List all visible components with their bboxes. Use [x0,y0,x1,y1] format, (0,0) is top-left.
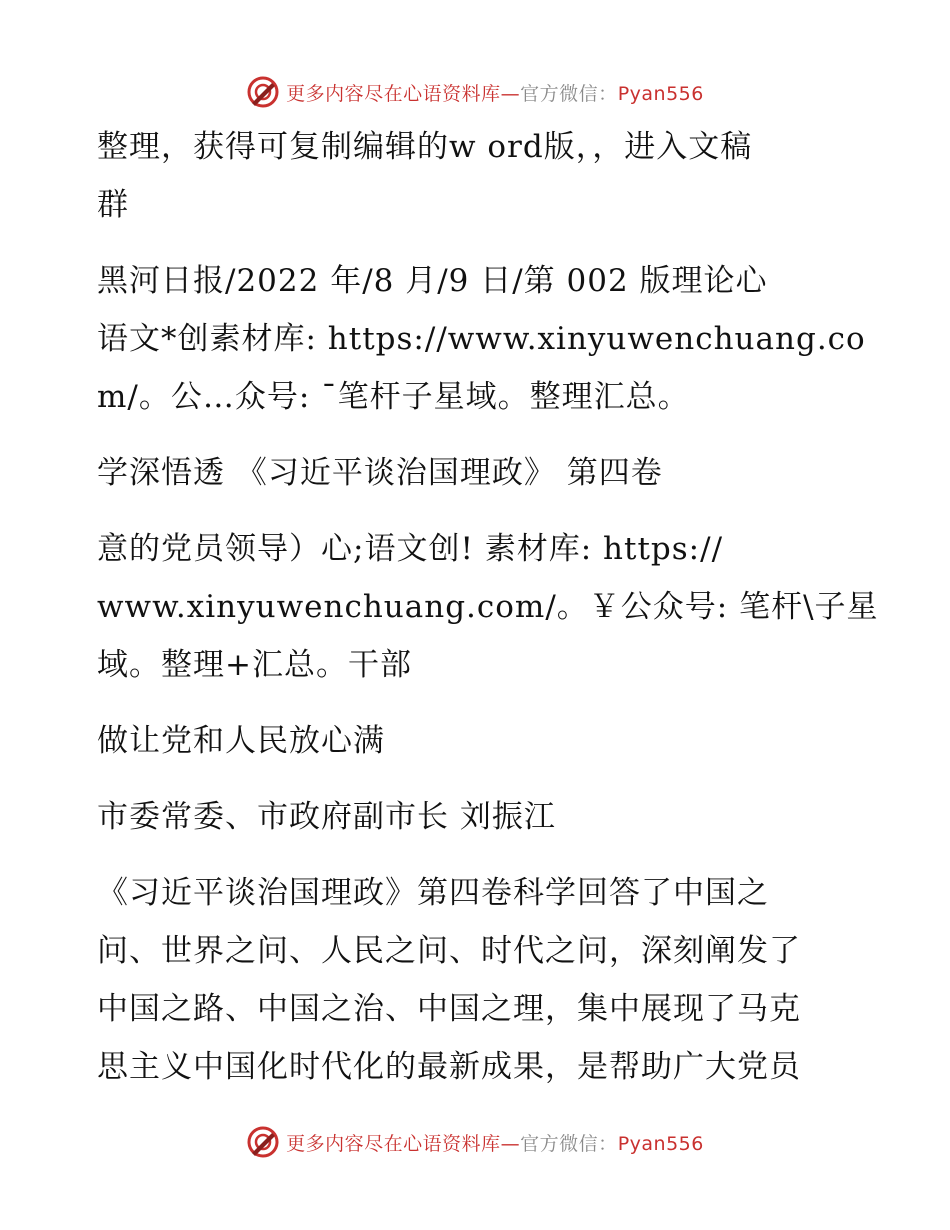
text-line: 学深悟透 《习近平谈治国理政》 第四卷 [97,455,663,491]
text-line: m/。公…众号: ˉ笔杆子星域。整理汇总。 [97,379,690,415]
paragraph [97,864,857,1096]
text-line: www.xinyuwenchuang.com/。￥公众号: 笔杆\子星 [97,589,879,625]
watermark-text: 更多内容尽在心语资料库—官方微信：Pyan556 [286,82,704,105]
text-line: 群 [97,187,129,223]
paragraph [97,118,857,234]
paragraph [97,788,857,846]
text-line: 问、世界之问、人民之问、时代之问，深刻阐发了 [97,933,801,969]
text-line: 做让党和人民放心满 [97,723,385,759]
text-line: 黑河日报/2022 年/8 月/9 日/第 002 版理论心 [97,263,768,299]
text-line: 市委常委、市政府副市长 刘振江 [97,799,556,835]
text-line: 意的党员领导）心;语文创! 素材库: https:// [97,531,724,567]
logo-icon [246,75,280,109]
header-watermark [0,72,950,112]
paragraph [97,712,857,770]
footer-watermark [0,1122,950,1162]
watermark-text: 更多内容尽在心语资料库—官方微信：Pyan556 [286,1132,704,1155]
text-line: 域。整理+汇总。干部 [97,647,412,683]
logo-icon [246,1125,280,1159]
document-body [97,118,879,1096]
text-line: 中国之路、中国之治、中国之理，集中展现了马克 [97,991,801,1027]
paragraph [97,252,866,426]
text-line: 《习近平谈治国理政》第四卷科学回答了中国之 [97,875,769,911]
paragraph [97,444,857,502]
paragraph [97,520,879,694]
text-line: 语文*创素材库: https://www.xinyuwenchuang.co [97,321,866,357]
text-line: 整理，获得可复制编辑的w ord版，，进入文稿 [97,129,753,165]
text-line: 思主义中国化时代化的最新成果，是帮助广大党员 [97,1049,801,1085]
